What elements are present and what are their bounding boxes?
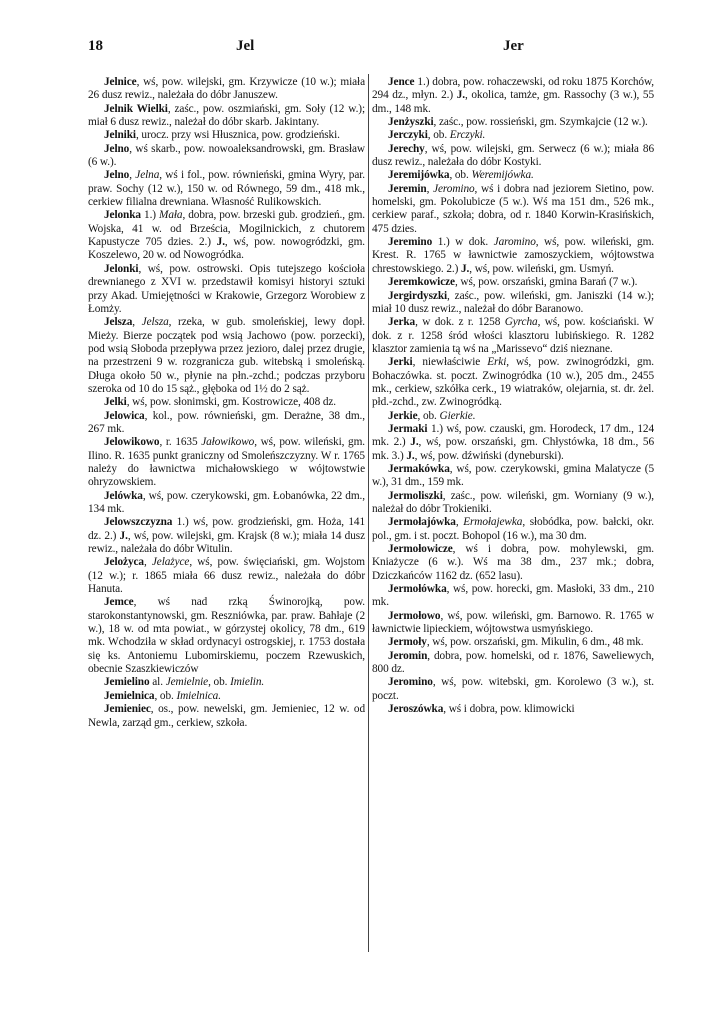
dictionary-entry <box>88 76 365 103</box>
entry-headword: Jelno <box>104 169 130 182</box>
dictionary-entry <box>88 129 365 142</box>
entry-text: al. <box>149 676 166 689</box>
entry-headword: Jermołajówka <box>388 516 456 529</box>
entry-text: , wś, pow. orszański, gmina Barań (7 w.). <box>454 276 638 289</box>
dictionary-entry <box>88 209 365 262</box>
entry-text: , <box>132 316 142 329</box>
entry-abbrev: J. <box>119 529 128 542</box>
entry-variant-name: Mała <box>159 209 183 222</box>
entry-text: , <box>426 182 434 195</box>
entry-text: 1.) wś, pow. czauski, gm. Horodeck, 17 dm., 124 mk. 2.) <box>372 422 654 449</box>
entry-headword: Jelsza <box>104 316 133 329</box>
entry-headword: Jergirdyszki <box>388 289 448 302</box>
entry-variant-name: Jelsza <box>141 316 169 329</box>
entry-text: , wś i fol., pow. równieński, gmina Wyry, par. praw. Sochy (12 w.), 150 w. od Równego, 59 dm., 418 mk., cerkiew filialna drewniana. Własność Rulikowskich. <box>88 169 366 209</box>
dictionary-entry <box>88 490 365 517</box>
dictionary-entry <box>372 516 654 543</box>
entry-variant-name: Jelna <box>135 169 160 182</box>
entry-abbrev: J. <box>406 449 415 462</box>
entry-text: , os., pow. newelski, gm. Jemieniec, 12 w. od Newla, zarząd gm., cerkiew, szkoła. <box>88 703 365 729</box>
entry-abbrev: J. <box>410 436 419 449</box>
entry-headword: Jermakówka <box>388 462 450 475</box>
dictionary-entry <box>88 143 365 170</box>
entry-text: , <box>455 516 464 529</box>
entry-text: , ob. <box>417 409 440 422</box>
entry-headword: Jelki <box>104 396 127 409</box>
entry-text: 1.) wś, pow. grodzieński, gm. Hoża, 141 dz. 2.) <box>88 516 365 542</box>
entry-text: , niewłaściwie <box>412 356 488 369</box>
entry-abbrev: J. <box>456 89 465 102</box>
entry-headword: Jermoliszki <box>388 489 443 502</box>
entry-text: , wś skarb., pow. nowoaleksandrowski, gm. Brasław (6 w.). <box>88 142 365 169</box>
dictionary-entry <box>372 276 654 289</box>
entry-text: , wś, pow. czerykowski, gm. Łobanówka, 22 dm., 134 mk. <box>88 489 365 515</box>
column-divider <box>368 74 369 952</box>
entry-headword: Jelowica <box>104 409 145 422</box>
running-head-right: Jer <box>503 38 524 54</box>
dictionary-entry <box>372 636 654 649</box>
dictionary-entry <box>372 129 654 142</box>
entry-text: , wś, pow. orszański, gm. Mikulin, 6 dm., 48 mk. <box>426 636 644 649</box>
dictionary-entry <box>88 690 365 703</box>
entry-text: , wś, pow. wileński, gm. Krest. R. 1765 w ławnictwie zamoszyckiem, wójtowstwa chrestowskiego. 2.) <box>372 236 655 275</box>
dictionary-entry <box>88 103 365 130</box>
dictionary-entry <box>88 396 365 409</box>
page-header <box>88 38 632 60</box>
dictionary-entry <box>372 356 654 409</box>
entry-headword: Jemielnica <box>104 689 155 702</box>
dictionary-entry <box>372 610 654 637</box>
dictionary-entry <box>372 463 654 490</box>
entry-text: , wś, pow. słonimski, gm. Kostrowicze, 408 dz. <box>126 396 337 409</box>
entry-text: 1.) w dok. <box>432 236 494 249</box>
entry-text: , wś, pow. wileński, gm. Barnowo. R. 1765 w ławnictwie lipieckiem, wójtowstwa usmyńskiego. <box>372 609 654 636</box>
entry-headword: Jelożyca <box>104 556 144 569</box>
entry-text: , zaśc., pow. wileński, gm. Worniany (9 w.), należał do dóbr Trokieniki. <box>372 489 654 515</box>
entry-text: , rzeka, w gub. smoleńskiej, lewy dopł. Mieży. Bierze początek pod wsią Jachowo (pow. porzecki), pod wsią Słoboda przepływa przez jezioro, dalej przez drugie, na przestrzeni 9 w. rozgranicza gub. witebską i smoleńską. Długa około 50 w., płynie na płn.-zchd.; podczas przyboru szeroka od 10 do 15 sąż., głęboka od 1½ do 2 sąż. <box>88 316 365 395</box>
entry-text: , okolica, tamże, gm. Rassochy (3 w.), 55 dm., 148 mk. <box>372 89 654 115</box>
entry-text: 1.) dobra, pow. rohaczewski, od roku 1875 Korchów, 294 dz., młyn. 2.) <box>372 76 654 102</box>
entry-text: , wś, pow. czerykowski, gmina Malatycze (5 w.), 31 dm., 159 mk. <box>372 462 654 489</box>
entry-text: , zaśc., pow. rossieński, gm. Szymkajcie (12 w.). <box>433 116 648 129</box>
right-column <box>372 76 654 717</box>
dictionary-entry <box>88 676 365 689</box>
dictionary-entry <box>372 490 654 517</box>
dictionary-entry <box>88 316 365 396</box>
dictionary-entry <box>372 676 654 703</box>
entry-headword: Jermoły <box>388 636 427 649</box>
entry-variant-name: Gierkie. <box>439 409 476 422</box>
entry-headword: Jeremijówka <box>388 169 450 182</box>
entry-text: , wś, pow. święciański, gm. Wojstom (12 w.); r. 1865 miała 66 dusz rewiz., należała do dóbr Hanuta. <box>88 556 365 596</box>
entry-headword: Jelowszczyzna <box>104 516 173 529</box>
entry-headword: Jemieniec <box>104 703 151 716</box>
entry-text: , ob. <box>154 689 177 702</box>
entry-headword: Jelonki <box>104 262 139 275</box>
entry-abbrev: J. <box>460 262 470 275</box>
entry-text: , wś, pow. dźwiński (dyneburski). <box>414 449 564 462</box>
entry-headword: Jermołówka <box>388 583 447 596</box>
entry-text: , zaśc., pow. oszmiański, gm. Soły (12 w.); miał 6 dusz rewiz., należał do dóbr skarb. Jakintany. <box>88 102 365 129</box>
entry-text: , wś, pow. wileński, gm. Usmyń. <box>469 262 614 275</box>
entry-text: , urocz. przy wsi Hłusznica, pow. grodzieński. <box>135 129 340 142</box>
entry-headword: Jeromino <box>388 676 433 689</box>
entry-text: , wś i dobra, pow. klimowicki <box>443 703 575 716</box>
dictionary-entry <box>372 183 654 236</box>
entry-text: , <box>129 169 136 182</box>
entry-text: , zaśc., pow. wileński, gm. Janiszki (14 w.); miał 10 dusz rewiz., należał do dóbr Baranowo. <box>372 289 654 315</box>
entry-variant-name: Jeromino <box>433 182 475 195</box>
entry-headword: Jelowikowo <box>104 436 160 449</box>
entry-variant-name: Weremijówka. <box>471 169 534 182</box>
dictionary-entry <box>88 596 365 676</box>
entry-variant-name: Jelażyce <box>151 556 190 569</box>
entry-text: , wś i dobra, pow. mohylewski, gm. Kniażycze (6 w.). Wś ma 38 dm., 237 mk.; dobra, Dziczkańców 1162 dz. (652 lasu). <box>372 543 654 582</box>
entry-headword: Jemielino <box>104 676 150 689</box>
dictionary-entry <box>372 650 654 677</box>
dictionary-entry <box>372 543 654 583</box>
dictionary-entry <box>372 410 654 423</box>
dictionary-entry <box>372 703 654 716</box>
dictionary-entry <box>88 436 365 489</box>
entry-text: , słobódka, pow. bałcki, okr. pol., gm. i st. poczt. Bohopol (16 w.), ma 30 dm. <box>372 516 654 542</box>
entry-abbrev: J. <box>216 236 225 249</box>
entry-text: , wś, pow. orszański, gm. Chłystówka, 18 dm., 56 mk. 3.) <box>372 436 654 462</box>
entry-variant-name: Jemielnie <box>165 676 209 689</box>
entry-headword: Jelnice <box>104 76 137 88</box>
entry-headword: Jence <box>388 76 415 88</box>
dictionary-entry <box>372 290 654 317</box>
entry-text: , w dok. z r. 1258 <box>415 316 505 329</box>
dictionary-entry <box>372 76 654 116</box>
entry-text: , wś i dobra nad jeziorem Sietino, pow. homelski, gm. Pokolubicze (5 w.). Wś ma 151 dm., 526 mk., cerkiew paraf., szkoła; dobra, od r. 1840 Korwin-Krasińskich, 475 dzies. <box>372 182 654 235</box>
entry-variant-name: Imielnica. <box>176 689 221 702</box>
entry-text: , ob. <box>449 169 472 182</box>
entry-headword: Jerechy <box>388 142 425 155</box>
entry-text: , wś, pow. wilejski, gm. Krajsk (8 w.); miała 14 dusz rewiz., należała do dóbr Witulin. <box>88 529 365 556</box>
dictionary-entry <box>88 516 365 556</box>
entry-variant-name: Jałowikowo <box>201 436 255 449</box>
entry-headword: Jemce <box>104 596 134 609</box>
entry-variant-name: Jaromino <box>493 236 536 249</box>
entry-text: , r. 1635 <box>159 436 202 449</box>
entry-headword: Jeremkowicze <box>388 276 455 289</box>
page-number: 18 <box>88 38 103 54</box>
entry-text: , wś, pow. kościański. W dok. z r. 1258 śród włości klasztoru lubińskiego. R. 1282 klasztor zamienia tą wś na „Marissevo“ dziś nieznane. <box>372 316 654 355</box>
entry-text: , dobra, pow. brzeski gub. grodzień., gm. Wojska, 41 w. od Brześcia, Mogilnickich, z chutorem Kapustycze 705 dzies. 2.) <box>88 209 365 249</box>
entry-text: , <box>143 556 152 569</box>
entry-text: , ob. <box>427 129 450 142</box>
entry-text: , wś, pow. nowogródzki, gm. Koszelewo, 20 w. od Nowogródka. <box>88 236 365 262</box>
dictionary-entry <box>372 583 654 610</box>
left-column <box>88 76 365 730</box>
entry-headword: Jelno <box>104 142 130 155</box>
entry-variant-name: Ermołajewka <box>463 516 523 529</box>
dictionary-entry <box>372 169 654 182</box>
entry-text: 1.) <box>140 209 160 222</box>
entry-headword: Jelonka <box>104 209 141 222</box>
entry-headword: Jermołowo <box>388 609 441 622</box>
entry-text: , wś, pow. wileński, gm. Ilino. R. 1635 punkt graniczny od Smoleńszczyzny. W r. 1765 należy do ławnictwa michałowskiego w wójtowstwie ohryzowskiem. <box>88 436 365 489</box>
dictionary-entry <box>372 116 654 129</box>
entry-headword: Jelówka <box>104 489 143 502</box>
dictionary-entry <box>88 169 365 209</box>
entry-text: , wś nad rzką Świnorojką, pow. starokonstantynowski, gm. Reszniówka, par. praw. Bahłaje (2 w.), 18 w. od mta powiat., w górzystej okolicy, 78 dm., 619 mk. Wchodziła w skład ordynacyi ostrogskiej, r. 1753 dostała się ks. Antoniemu Lubomirskiemu, poczem Rzewuskich, obecnie Szaszkiewiczów <box>88 596 365 676</box>
entry-text: , dobra, pow. homelski, od r. 1876, Saweliewych, 800 dz. <box>372 649 654 676</box>
entry-headword: Jeremino <box>388 236 433 249</box>
entry-text: , ob. <box>208 676 231 689</box>
entry-text: , wś, pow. zwinogródzki, gm. Bohaczówka. st. poczt. Zwinogródka (10 w.), 205 dm., 2455 mk., cerkiew, szkółka cerk., 19 wiatraków, olejarnia, st. dr. żel. płd.-zchd., zw. Zwinogródką. <box>372 356 654 409</box>
entry-text: , wś, pow. wilejski, gm. Krzywicze (10 w.); miała 26 dusz rewiz., należała do dóbr Januszew. <box>88 76 365 102</box>
entry-headword: Jenżyszki <box>388 116 434 129</box>
entry-headword: Jelniki <box>104 129 136 142</box>
entry-headword: Jelnik Wielki <box>104 102 168 115</box>
entry-variant-name: Imielin. <box>230 676 265 689</box>
entry-text: , wś, pow. wilejski, gm. Serwecz (6 w.); miała 86 dusz rewiz., należała do dóbr Kostyki. <box>372 142 654 169</box>
dictionary-entry <box>88 703 365 730</box>
dictionary-entry <box>372 143 654 170</box>
entry-text: , wś, pow. ostrowski. Opis tutejszego kościoła drewnianego z XVI w. przedstawił komisyi historyi sztuki przy Akad. Umiejętności w Krakowie, Grzegorz Worobiew z Łomży. <box>88 262 365 315</box>
entry-variant-name: Erki <box>487 356 507 369</box>
entry-variant-name: Erczyki. <box>449 129 486 142</box>
entry-variant-name: Gyrcha <box>504 316 538 329</box>
entry-text: , wś, pow. horecki, gm. Masłoki, 33 dm., 210 mk. <box>372 583 654 609</box>
entry-headword: Jermołowicze <box>388 543 453 556</box>
entry-headword: Jermaki <box>388 422 428 435</box>
entry-headword: Jeremin <box>388 182 427 195</box>
dictionary-entry <box>88 263 365 316</box>
entry-headword: Jerka <box>388 316 416 329</box>
entry-headword: Jeroszówka <box>388 703 444 716</box>
dictionary-entry <box>372 236 654 276</box>
dictionary-entry <box>88 556 365 596</box>
entry-text: , wś, pow. witebski, gm. Korolewo (3 w.), st. poczt. <box>372 676 654 702</box>
dictionary-entry <box>372 316 654 356</box>
dictionary-entry <box>372 423 654 463</box>
entry-headword: Jerkie <box>388 409 418 422</box>
running-head-left: Jel <box>236 38 255 54</box>
entry-text: , kol., pow. równieński, gm. Derażne, 38 dm., 267 mk. <box>88 409 365 435</box>
dictionary-entry <box>88 410 365 437</box>
entry-headword: Jeromin <box>388 649 428 662</box>
entry-headword: Jerki <box>388 356 413 369</box>
entry-headword: Jerczyki <box>388 129 428 142</box>
